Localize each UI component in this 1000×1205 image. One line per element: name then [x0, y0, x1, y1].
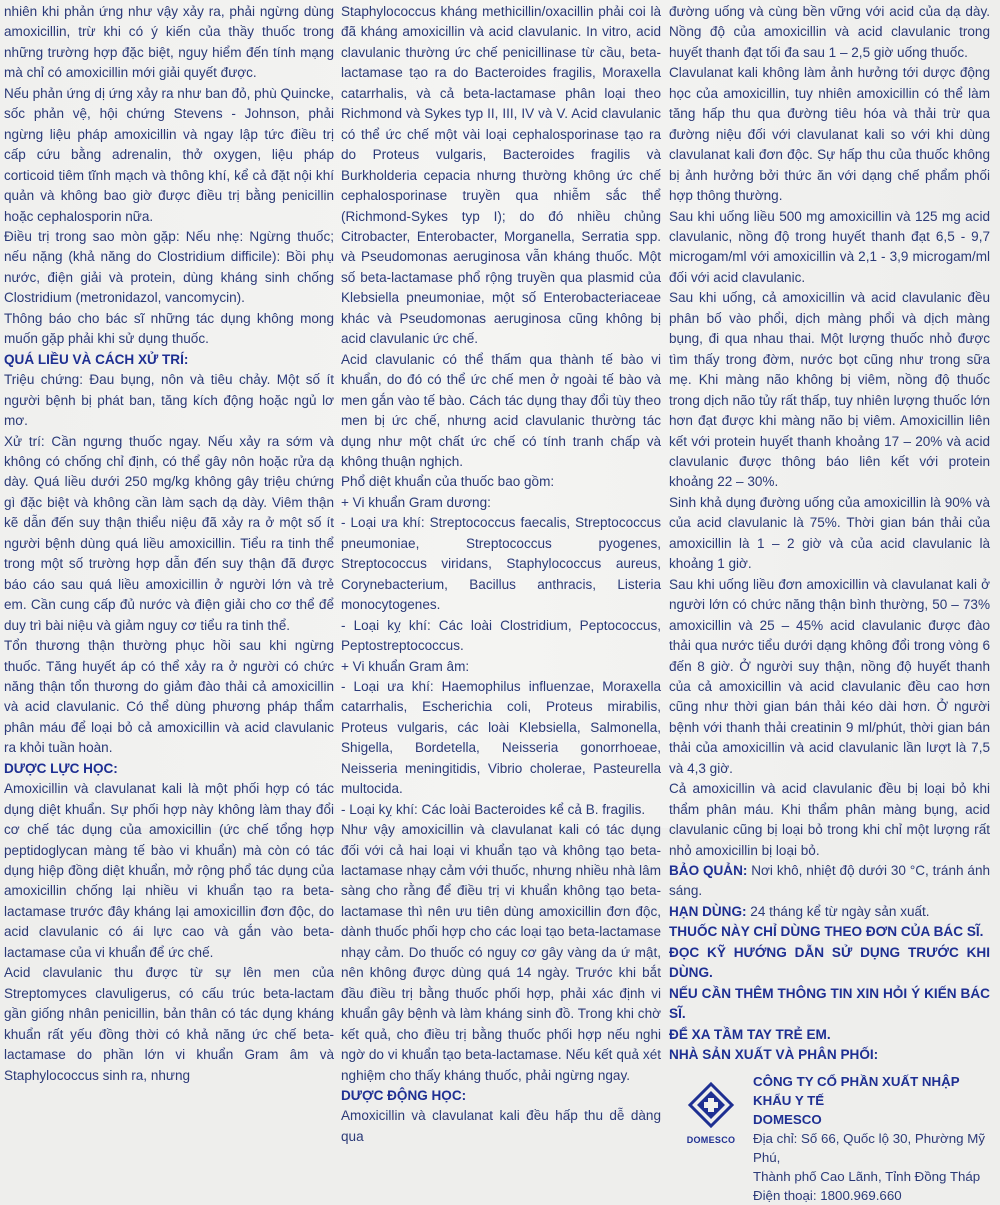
paragraph: Staphylococcus kháng methicillin/oxacillin phải coi là đã kháng amoxicillin và acid clavulanic. In vitro, acid clavulanic thường ức chế penicillinase từ cầu, beta-lactamase tạo ra do Bacteroides fragilis, Moraxella catarrhalis, và cả beta-lactamase phân loại theo Richmond và Sykes typ II, III, IV và V. Acid clavulanic có thể ức chế một vài loại cephalosporinase tạo ra do Proteus vulgaris, Bacteroides fragilis và Burkholderia cepacia nhưng thường không ức chế cephalosporinase truyền qua nhiễm sắc thể (Richmond-Sykes typ I); do đó nhiều chủng Citrobacter, Enterobacter, Morganella, Serratia spp. và Pseudomonas aeruginosa vẫn kháng thuốc. Một số beta-lactamase phổ rộng truyền qua plasmid của Klebsiella pneumoniae, một số Enterobacteriaceae khác và Pseudomonas aeruginosa cũng không bị acid clavulanic ức chế.	[341, 4, 661, 347]
storage-line	[669, 861, 990, 902]
warning-keep-away-children: ĐỂ XA TẦM TAY TRẺ EM.	[669, 1026, 831, 1042]
warning-ask-doctor: NẾU CẦN THÊM THÔNG TIN XIN HỎI Ý KIẾN BÁC SĨ.	[669, 985, 990, 1022]
company-address-line2: Thành phố Cao Lãnh, Tỉnh Đồng Tháp	[753, 1168, 981, 1184]
company-address-line1: Địa chỉ: Số 66, Quốc lộ 30, Phường Mỹ Phú,	[753, 1130, 985, 1165]
paragraph: Acid clavulanic có thể thấm qua thành tế bào vi khuẩn, do đó có thể ức chế men ở ngoài tế bào và men gắn vào tế bào. Cách tác dụng thay đổi tùy theo men bị ức chế, nhưng acid clavulanic thường tác dụng như một chất ức chế có tính tranh chấp và không thuận nghịch.	[341, 351, 661, 469]
section-heading: DƯỢC ĐỘNG HỌC:	[341, 1088, 467, 1104]
company-name-line1: CÔNG TY CỔ PHẦN XUẤT NHẬP KHẨU Y TẾ	[753, 1073, 960, 1108]
paragraph: Xử trí: Cần ngưng thuốc ngay. Nếu xảy ra sớm và không có chống chỉ định, có thể gây nôn hoặc rửa dạ dày. Quá liều dưới 250 mg/kg không gây triệu chứng gì đặc biệt và không cần làm sạch dạ dày. Viêm thận kẽ dẫn đến suy thận thiểu niệu đã xảy ra ở một số ít người bệnh dùng quá liều amoxicillin. Tiểu ra tinh thể trong một số trường hợp dẫn đến suy thận đã được báo cáo sau quá liều amoxicillin ở người lớn và trẻ em. Cần cung cấp đủ nước và điện giải cho cơ thể để duy trì bài niệu và giảm nguy cơ tiểu ra tinh thể.	[4, 433, 334, 633]
company-phone: Điện thoại: 1800.969.660	[753, 1187, 902, 1203]
paragraph: Điều trị trong sao mòn gặp: Nếu nhẹ: Ngừng thuốc; nếu nặng (khả năng do Clostridium difficile): Bồi phụ nước, điện giải và protein, dùng kháng sinh chống Clostridium (metronidazol, vancomycin).	[4, 228, 334, 306]
manufacturer-heading: NHÀ SẢN XUẤT VÀ PHÂN PHỐI:	[669, 1047, 879, 1063]
paragraph: Amoxicillin và clavulanat kali đều hấp thu dễ dàng qua	[341, 1108, 661, 1144]
shelf-life-label: HẠN DÙNG:	[669, 903, 747, 919]
paragraph: Thông báo cho bác sĩ những tác dụng không mong muốn gặp phải khi sử dụng thuốc.	[4, 310, 334, 347]
paragraph: Như vậy amoxicillin và clavulanat kali có tác dụng đối với cả hai loại vi khuẩn tạo và không tạo beta-lactamase nhạy cảm với thuốc, nhưng nhiều nhà lâm sàng cho rằng để điều trị vi khuẩn không tạo beta-lactamase thì nên ưu tiên dùng amoxicillin đơn độc, dành thuốc phối hợp cho các loại tạo beta-lactamase nhạy cảm. Do thuốc có nguy cơ gây vàng da ứ mật, nên không được dùng quá 14 ngày. Trước khi bắt đầu điều trị bằng thuốc phối hợp, phải xác định vi khuẩn gây bệnh và làm kháng sinh đồ. Trong khi chờ kết quả, cho điều trị bằng thuốc phối hợp nếu nghi ngờ do vi khuẩn tạo beta-lactamase. Nếu kết quả xét nghiệm cho thấy kháng thuốc, phải ngừng ngay.	[341, 822, 661, 1083]
paragraph: Phổ diệt khuẩn của thuốc bao gồm:	[341, 474, 555, 490]
company-info	[753, 1072, 990, 1205]
paragraph: Triệu chứng: Đau bụng, nôn và tiêu chảy. Một số ít người bệnh bị phát ban, tăng kích động hoặc ngủ lơ mơ.	[4, 372, 334, 429]
paragraph: - Loại kỵ khí: Các loài Clostridium, Peptococcus, Peptostreptococcus.	[341, 617, 661, 654]
paragraph: Amoxicillin và clavulanat kali là một phối hợp có tác dụng diệt khuẩn. Sự phối hợp này không làm thay đổi cơ chế tác dụng của amoxicillin (ức chế tổng hợp peptidoglycan màng tế bào vi khuẩn) mà còn có tác dụng hiệp đồng diệt khuẩn, mở rộng phổ tác dụng của amoxicillin chống lại nhiều vi khuẩn tạo ra beta-lactamase trước đây kháng lại amoxicillin đơn độc, do acid clavulanic có ái lực cao và gắn vào beta-lactamase của vi khuẩn để ức chế.	[4, 781, 334, 960]
paragraph: - Loại ưa khí: Haemophilus influenzae, Moraxella catarrhalis, Escherichia coli, Proteus mirabilis, Proteus vulgaris, các loài Klebsiella, Salmonella, Shigella, Bordetella, Neisseria gonorrhoeae, Neisseria meningitidis, Vibrio cholerae, Pasteurella multocida.	[341, 678, 661, 797]
storage-label: BẢO QUẢN:	[669, 863, 748, 879]
paragraph: Sau khi uống, cả amoxicillin và acid clavulanic đều phân bố vào phổi, dịch màng phổi và dịch màng bụng, đi qua nhau thai. Một lượng thuốc nhỏ được tìm thấy trong đờm, nước bọt cũng như trong sữa mẹ. Khi màng não không bị viêm, nồng độ thuốc trong dịch não tủy rất thấp, tuy nhiên lượng thuốc lớn hơn đạt được khi màng não bị viêm. Amoxicillin liên kết với protein huyết thanh khoảng 17 – 20% và acid clavulanic được thông báo liên kết với protein khoảng 22 – 30%.	[669, 290, 990, 490]
paragraph: Acid clavulanic thu được từ sự lên men của Streptomyces clavuligerus, có cấu trúc beta-lactam gần giống nhân penicillin, bản thân có tác dụng kháng khuẩn rất yếu đồng thời có khả năng ức chế beta-lactamase do phần lớn vi khuẩn Gram âm và Staphylococcus sinh ra, nhưng	[4, 965, 334, 1083]
paragraph: Clavulanat kali không làm ảnh hưởng tới dược động học của amoxicillin, tuy nhiên amoxicillin có thể làm tăng hấp thu qua đường tiêu hóa và thải trừ qua đường niệu đối với clavulanat kali so với khi dùng clavulanat kali đơn độc. Sự hấp thu của thuốc không bị ảnh hưởng bởi thức ăn với dạng chế phẩm phối hợp thông thường.	[669, 65, 990, 204]
domesco-logo	[669, 1082, 753, 1150]
shelf-life-text: 24 tháng kể từ ngày sản xuất.	[746, 903, 930, 919]
storage-text: Nơi khô, nhiệt độ dưới 30 °C, tránh ánh sáng.	[669, 863, 991, 899]
paragraph: - Loại kỵ khí: Các loài Bacteroides kể cả B. fragilis.	[341, 801, 646, 817]
paragraph: Tổn thương thận thường phục hồi sau khi ngừng thuốc. Tăng huyết áp có thể xảy ra ở người có chức năng thận tổn thương do giảm đào thải cả amoxicillin và acid clavulanic. Có thể dùng phương pháp thẩm phân máu để loại bỏ cả amoxicillin và acid clavulanic ra khỏi tuần hoàn.	[4, 638, 334, 756]
text-column-1	[4, 2, 334, 1083]
paragraph: Sau khi uống liều 500 mg amoxicillin và 125 mg acid clavulanic, nồng độ trong huyết thanh đạt 6,5 - 9,7 microgam/ml với amoxicillin và 2,1 - 3,9 microgam/ml đối với acid clavulanic.	[669, 208, 990, 285]
paragraph: đường uống và cùng bền vững với acid của dạ dày. Nồng độ của amoxicillin và acid clavulanic trong huyết thanh đạt tối đa sau 1 – 2,5 giờ uống thuốc.	[669, 4, 990, 60]
paragraph: + Vi khuẩn Gram dương:	[341, 494, 491, 510]
paragraph: Nếu phản ứng dị ứng xảy ra như ban đỏ, phù Quincke, sốc phản vệ, hội chứng Stevens - Johnson, phải ngừng liệu pháp amoxicillin và ngay lập tức điều trị cấp cứu bằng adrenalin, thở oxygen, liệu pháp corticoid tiêm tĩnh mạch và thông khí, kể cả đặt nội khí quản và không bao giờ được điều trị bằng penicillin hoặc cephalosporin nữa.	[4, 85, 334, 224]
paragraph: Cả amoxicillin và acid clavulanic đều bị loại bỏ khi thẩm phân máu. Khi thẩm phân màng bụng, acid clavulanic cũng bị loại bỏ trong khi chỉ một lượng rất nhỏ amoxicillin bị loại bỏ.	[669, 781, 990, 858]
company-name-line2: DOMESCO	[753, 1111, 822, 1127]
column-3-body	[669, 2, 990, 861]
logo-text: DOMESCO	[686, 1134, 736, 1145]
paragraph: Sinh khả dụng đường uống của amoxicillin là 90% và của acid clavulanic là 75%. Thời gian bán thải của amoxicillin là 1 – 2 giờ và của acid clavulanic là khoảng 1 giờ.	[669, 494, 990, 572]
warning-prescription: THUỐC NÀY CHỈ DÙNG THEO ĐƠN CỦA BÁC SĨ.	[669, 924, 984, 940]
domesco-logo-icon	[688, 1082, 734, 1128]
paragraph: nhiên khi phản ứng như vậy xảy ra, phải ngừng dùng amoxicillin, trừ khi có ý kiến của thầy thuốc trong những trường hợp đặc biệt, nguy hiểm đến tính mạng mà chỉ có amoxicillin mới giải quyết được.	[4, 4, 334, 81]
manufacturer-block	[669, 1072, 990, 1205]
paragraph: Sau khi uống liều đơn amoxicillin và clavulanat kali ở người lớn có chức năng thận bình thường, 50 – 73% amoxicillin và 25 – 45% acid clavulanic được đào thải qua nước tiểu dưới dạng không đổi trong vòng 6 đến 8 giờ. Ở người suy thận, nồng độ huyết thanh của cả amoxicillin và acid clavulanic đều cao hơn cũng như thời gian bán thải kéo dài hơn. Ở người bệnh với thanh thải creatinin 9 ml/phút, thời gian bán thải của amoxicillin và acid clavulanic lần lượt là 7,5 và 4,3 giờ.	[669, 576, 990, 776]
shelf-life-line	[669, 902, 990, 922]
paragraph: + Vi khuẩn Gram âm:	[341, 658, 470, 674]
section-heading: QUÁ LIỀU VÀ CÁCH XỬ TRÍ:	[4, 351, 189, 367]
text-column-2	[341, 2, 661, 1144]
section-heading: DƯỢC LỰC HỌC:	[4, 760, 118, 776]
paragraph: - Loại ưa khí: Streptococcus faecalis, Streptococcus pneumoniae, Streptococcus pyogenes, Streptococcus viridans, Staphylococcus aureus, Corynebacterium, Bacillus anthracis, Listeria monocytogenes.	[341, 515, 661, 613]
warning-read-instructions: ĐỌC KỸ HƯỚNG DẪN SỬ DỤNG TRƯỚC KHI DÙNG.	[669, 944, 990, 981]
text-column-3	[669, 2, 991, 1203]
